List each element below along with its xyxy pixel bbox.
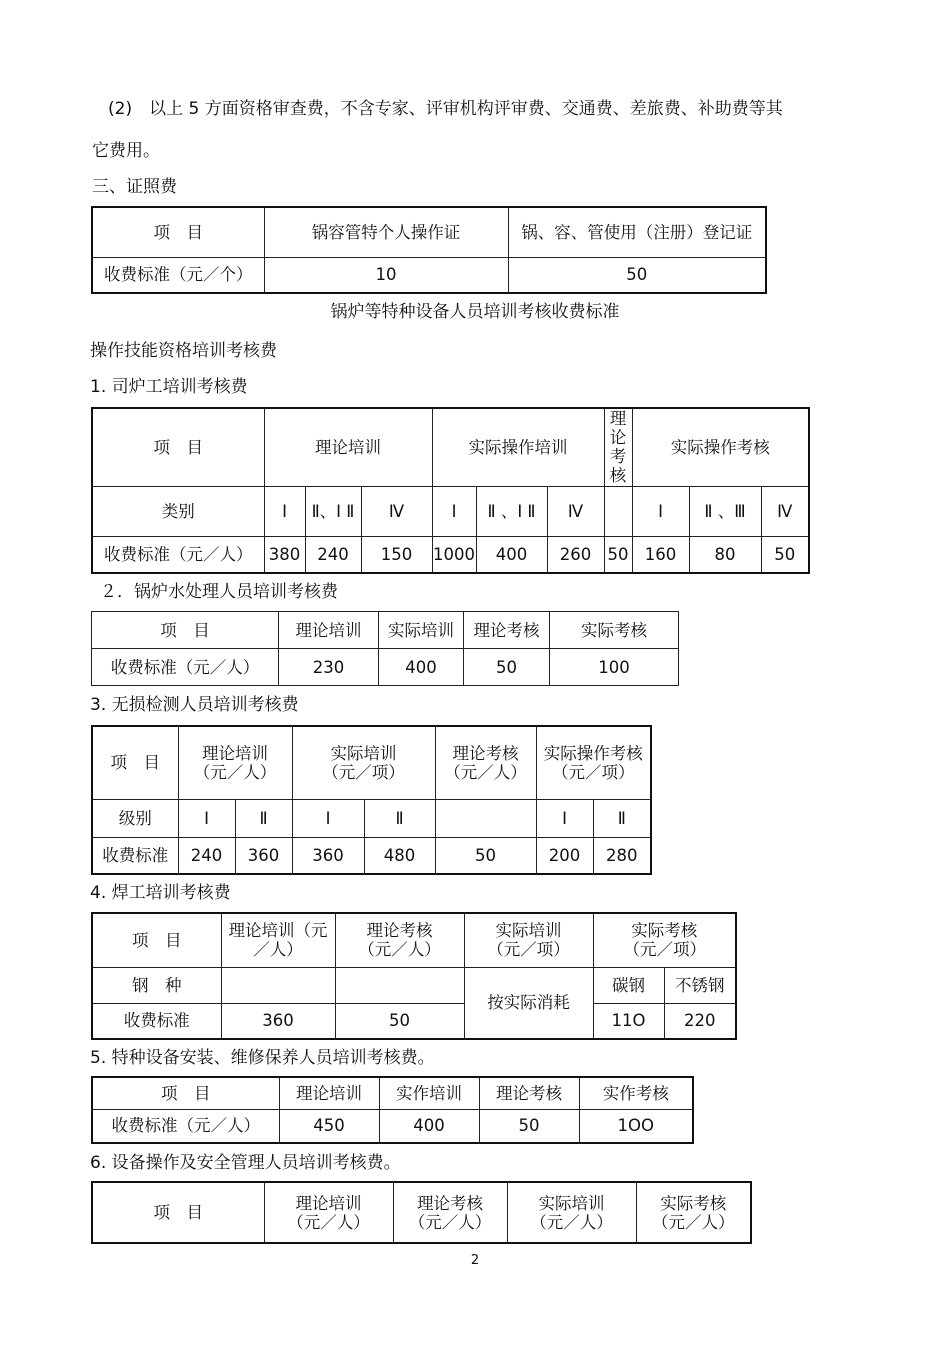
value-cell: 360 — [221, 1003, 335, 1039]
ndt-fee-table — [91, 725, 652, 875]
steel-cell: 不锈钢 — [664, 967, 736, 1003]
header-cell: 实作考核 — [579, 1077, 693, 1109]
steel-cell: 碳钢 — [593, 967, 664, 1003]
header-cell: 项 目 — [92, 913, 221, 967]
level-cell: Ⅰ — [178, 799, 235, 837]
row-label: 收费标准（元／人） — [92, 536, 264, 573]
value-cell: 240 — [305, 536, 361, 573]
value-cell: 160 — [632, 536, 689, 573]
value-cell: 400 — [476, 536, 547, 573]
category-cell: Ⅱ 、Ⅰ Ⅱ — [476, 486, 547, 536]
header-cell: 实际培训 — [379, 612, 464, 649]
header-cell: 实际考核 — [550, 612, 679, 649]
header-cell: 理论考核（元／人） — [335, 913, 464, 967]
value-cell: 1OO — [579, 1109, 693, 1143]
header-cell: 实际考核（元／人） — [636, 1182, 751, 1243]
category-label: 类别 — [92, 486, 264, 536]
category-cell: Ⅱ 、Ⅲ — [689, 486, 761, 536]
header-cell: 实际培训（元／项） — [464, 913, 593, 967]
header-cell: 理论考核 — [464, 612, 550, 649]
value-cell: 100 — [550, 649, 679, 686]
value-cell: 150 — [361, 536, 432, 573]
section-3-heading: 三、证照费 — [92, 177, 177, 197]
value-cell: 400 — [379, 1109, 479, 1143]
value-cell: 50 — [335, 1003, 464, 1039]
category-cell: Ⅰ — [632, 486, 689, 536]
header-cell: 理论培训 — [279, 1077, 379, 1109]
value-cell: 230 — [279, 649, 379, 686]
steel-cell — [335, 967, 464, 1003]
header-cell: 实际培训（元／项） — [292, 726, 435, 799]
level-cell: Ⅱ — [593, 799, 651, 837]
value-cell: 360 — [235, 837, 292, 874]
value-cell: 260 — [547, 536, 604, 573]
row-label: 收费标准 — [92, 1003, 221, 1039]
table-3-heading: 3. 无损检测人员培训考核费 — [90, 695, 299, 715]
header-cell: 理论考核（元／人） — [393, 1182, 507, 1243]
category-cell: Ⅰ — [432, 486, 476, 536]
sub-title: 操作技能资格培训考核费 — [90, 341, 277, 361]
boiler-operator-fee-table — [91, 407, 810, 574]
header-cell: 锅容管特个人操作证 — [264, 207, 508, 257]
header-cell: 项 目 — [92, 1182, 264, 1243]
value-cell: 50 — [479, 1109, 579, 1143]
table-2-heading: ２．锅炉水处理人员培训考核费 — [100, 582, 338, 602]
header-cell: 实际操作考核 — [632, 408, 809, 486]
header-cell: 锅、容、管使用（注册）登记证 — [508, 207, 766, 257]
header-cell: 实际操作培训 — [432, 408, 604, 486]
value-cell: 450 — [279, 1109, 379, 1143]
category-cell: Ⅰ — [264, 486, 305, 536]
water-treatment-fee-table — [91, 611, 679, 686]
header-cell: 实际考核（元／项） — [593, 913, 736, 967]
header-cell: 项 目 — [92, 612, 279, 649]
value-cell: 200 — [536, 837, 593, 874]
value-cell: 50 — [464, 649, 550, 686]
header-cell: 项 目 — [92, 207, 264, 257]
category-cell: Ⅳ — [761, 486, 809, 536]
row-label: 收费标准 — [92, 837, 178, 874]
level-cell: Ⅱ — [364, 799, 435, 837]
category-cell — [604, 486, 632, 536]
value-cell: 50 — [508, 257, 766, 293]
value-cell: 10 — [264, 257, 508, 293]
header-cell: 实际操作考核（元／项） — [536, 726, 651, 799]
equipment-operation-fee-table — [91, 1181, 752, 1244]
value-cell: 50 — [435, 837, 536, 874]
level-label: 级别 — [92, 799, 178, 837]
header-cell: 理论培训（元／人） — [264, 1182, 393, 1243]
value-cell: 400 — [379, 649, 464, 686]
header-cell: 理论培训（元／人） — [221, 913, 335, 967]
value-cell: 11O — [593, 1003, 664, 1039]
category-cell: Ⅳ — [361, 486, 432, 536]
page-number: 2 — [470, 1253, 480, 1268]
value-cell: 380 — [264, 536, 305, 573]
value-cell: 220 — [664, 1003, 736, 1039]
value-cell: 360 — [292, 837, 364, 874]
table-1-heading: 1. 司炉工培训考核费 — [90, 377, 248, 397]
category-cell: Ⅳ — [547, 486, 604, 536]
table-4-heading: 4. 焊工培训考核费 — [90, 883, 231, 903]
actual-consumption-cell: 按实际消耗 — [464, 967, 593, 1039]
header-cell: 项 目 — [92, 1077, 279, 1109]
header-cell: 理论培训 — [264, 408, 432, 486]
row-label: 收费标准（元／人） — [92, 1109, 279, 1143]
header-cell: 理论培训 — [279, 612, 379, 649]
level-cell — [435, 799, 536, 837]
table-5-heading: 5. 特种设备安装、维修保养人员培训考核费。 — [90, 1048, 435, 1068]
document-title: 锅炉等特种设备人员培训考核收费标准 — [330, 302, 620, 322]
header-cell: 项 目 — [92, 726, 178, 799]
value-cell: 80 — [689, 536, 761, 573]
value-cell: 50 — [761, 536, 809, 573]
certificate-fee-table — [91, 206, 767, 294]
value-cell: 50 — [604, 536, 632, 573]
row-label: 收费标准（元／人） — [92, 649, 279, 686]
installation-maintenance-fee-table — [91, 1076, 694, 1144]
header-cell: 理论培训（元／人） — [178, 726, 292, 799]
level-cell: Ⅰ — [292, 799, 364, 837]
value-cell: 480 — [364, 837, 435, 874]
header-cell: 理论考核 — [479, 1077, 579, 1109]
row-label: 收费标准（元／个） — [92, 257, 264, 293]
value-cell: 280 — [593, 837, 651, 874]
level-cell: Ⅱ — [235, 799, 292, 837]
intro-line-1: (2) 以上 5 方面资格审查费，不含专家、评审机构评审费、交通费、差旅费、补助费等其 — [108, 99, 783, 119]
header-cell: 项 目 — [92, 408, 264, 486]
welder-fee-table — [91, 912, 737, 1040]
header-cell: 实作培训 — [379, 1077, 479, 1109]
value-cell: 1000 — [432, 536, 476, 573]
table-6-heading: 6. 设备操作及安全管理人员培训考核费。 — [90, 1153, 401, 1173]
value-cell: 240 — [178, 837, 235, 874]
intro-line-2: 它费用。 — [92, 141, 160, 161]
category-cell: Ⅱ、Ⅰ Ⅱ — [305, 486, 361, 536]
header-cell: 理论考核（元／人） — [435, 726, 536, 799]
steel-label: 钢 种 — [92, 967, 221, 1003]
header-cell: 理论考核 — [604, 408, 632, 486]
steel-cell — [221, 967, 335, 1003]
header-cell: 实际培训（元／人） — [507, 1182, 636, 1243]
level-cell: Ⅰ — [536, 799, 593, 837]
